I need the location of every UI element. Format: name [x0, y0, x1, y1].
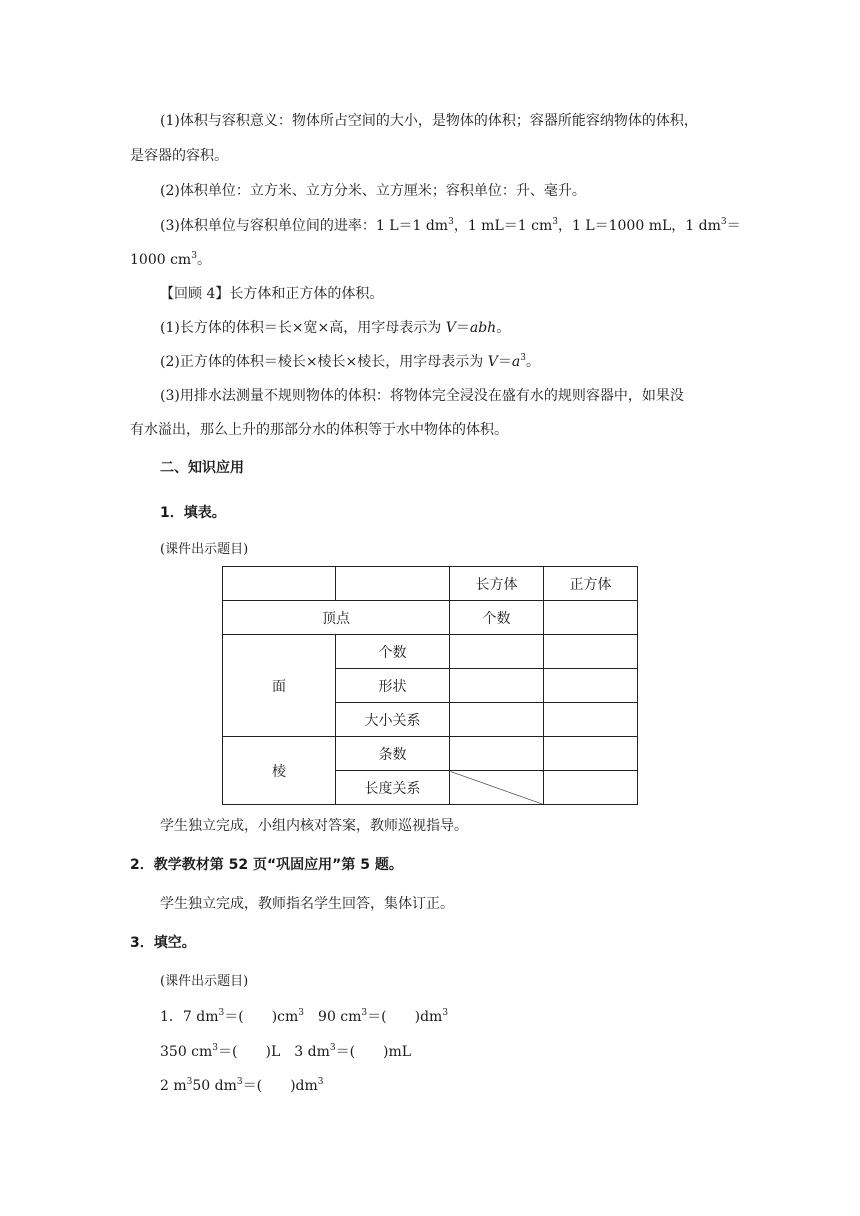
- question1-title: 1．填表。: [160, 505, 226, 521]
- table-row: [223, 601, 638, 635]
- review3-item3-line2: 1000 $cm^3$。: [130, 251, 211, 268]
- question3-note: (课件出示题目): [160, 974, 249, 989]
- question2-title: 2．教学教材第 52 页“巩固应用”第 5 题。: [130, 857, 403, 873]
- question3-line3: 2 $m^350$ $dm^3=$( )$dm^3$: [160, 1077, 324, 1094]
- diagonal-crossed-cell: [450, 771, 544, 805]
- blank-cell[interactable]: [544, 601, 638, 635]
- table-row: [223, 635, 638, 669]
- section-heading: 二、知识应用: [160, 460, 244, 476]
- review4-item3-line2: 有水溢出，那么上升的那部分水的体积等于水中物体的体积。: [130, 422, 508, 438]
- blank-cell[interactable]: [450, 635, 544, 669]
- face-row-label: 形状: [336, 669, 450, 703]
- table-header-cuboid: 长方体: [450, 567, 544, 601]
- question2-after: 学生独立完成，教师指名学生回答，集体订正。: [160, 896, 454, 912]
- table-header-cube: 正方体: [544, 567, 638, 601]
- edge-row-label: 长度关系: [336, 771, 450, 805]
- blank-cell[interactable]: [450, 737, 544, 771]
- edge-row-label: 条数: [336, 737, 450, 771]
- blank-cell[interactable]: [544, 737, 638, 771]
- face-label: 面: [223, 635, 336, 737]
- face-row-label: 个数: [336, 635, 450, 669]
- question3-line1: 1．7 $dm^3=$( )$cm^3$ 90 $cm^3=$( )$dm^3$: [160, 1008, 449, 1025]
- blank-cell[interactable]: [450, 669, 544, 703]
- review4-item1: (1)长方体的体积＝长×宽×高，用字母表示为 V＝abh。: [160, 320, 511, 336]
- review3-item3-line1: (3)体积单位与容积单位间的进率：1 L＝1 $dm^3$，1 mL＝1 $cm^3$，1 L＝1000 mL，1 $dm^3=$: [160, 217, 741, 234]
- blank-cell[interactable]: [544, 703, 638, 737]
- blank-cell[interactable]: [450, 703, 544, 737]
- table-corner-cell-2: [336, 567, 450, 601]
- table-corner-cell-1: [223, 567, 336, 601]
- vertex-count-cell: 个数: [450, 601, 544, 635]
- face-row-label: 大小关系: [336, 703, 450, 737]
- review4-item2: (2)正方体的体积＝棱长×棱长×棱长，用字母表示为 $V=a^3$。: [160, 353, 540, 370]
- table-header-row: [223, 567, 638, 601]
- review4-title: 【回顾 4】长方体和正方体的体积。: [160, 286, 384, 302]
- edge-label: 棱: [223, 737, 336, 805]
- review3-item1-line1: (1)体积与容积意义：物体所占空间的大小，是物体的体积；容器所能容纳物体的体积，: [160, 113, 698, 129]
- question1-note: (课件出示题目): [160, 542, 249, 557]
- review3-item1-line2: 是容器的容积。: [130, 148, 228, 164]
- review4-item3-line1: (3)用排水法测量不规则物体的体积：将物体完全浸没在盛有水的规则容器中，如果没: [160, 388, 684, 404]
- review3-item2: (2)体积单位：立方米、立方分米、立方厘米；容积单位：升、毫升。: [160, 183, 586, 199]
- question3-title: 3．填空。: [130, 935, 196, 951]
- blank-cell[interactable]: [544, 669, 638, 703]
- question3-line2: 350 $cm^3=$( )L 3 $dm^3=$( )mL: [160, 1043, 412, 1060]
- vertex-label: 顶点: [223, 601, 450, 635]
- fill-in-table: [222, 566, 638, 805]
- blank-cell[interactable]: [544, 771, 638, 805]
- blank-cell[interactable]: [544, 635, 638, 669]
- table-row: [223, 737, 638, 771]
- question1-after: 学生独立完成，小组内核对答案，教师巡视指导。: [160, 818, 468, 834]
